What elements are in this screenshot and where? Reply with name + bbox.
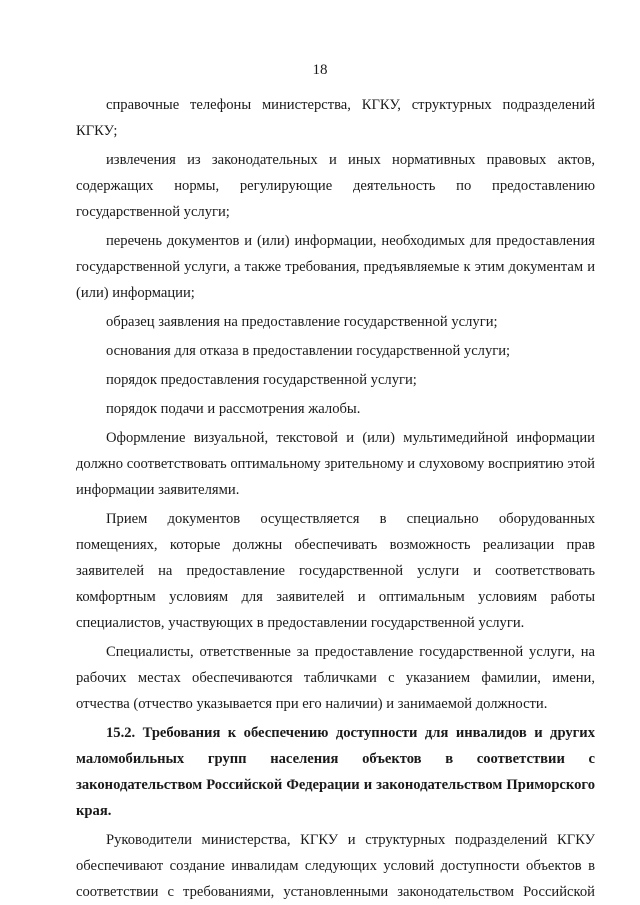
paragraph-specialists: Специалисты, ответственные за предоставление государственной услуги, на рабочих местах обеспечиваются табличками с указанием фамилии, имени, отчества (отчество указывается при его наличии) и занимаемой должности.: [76, 644, 595, 712]
paragraph-reception: Прием документов осуществляется в специально оборудованных помещениях, которые должны обеспечивать возможность реализации прав заявителей на предоставление государственной услуги и соответствовать комфортным условиям для заявителей и оптимальным условиям работы специалистов, участвующих в предоставлении государственной услуги.: [76, 511, 595, 631]
list-item: извлечения из законодательных и иных нормативных правовых актов, содержащих нормы, регулирующие деятельность по предоставлению государственной услуги;: [76, 152, 595, 220]
list-item: порядок предоставления государственной услуги;: [106, 372, 417, 388]
document-body: [76, 92, 595, 905]
paragraph-design: Оформление визуальной, текстовой и (или) мультимедийной информации должно соответствовать оптимальному зрительному и слуховому восприятию этой информации заявителями.: [76, 430, 595, 498]
list-item: перечень документов и (или) информации, необходимых для предоставления государственной услуги, а также требования, предъявляемые к этим документам и (или) информации;: [76, 233, 595, 301]
page-number: 18: [312, 62, 328, 78]
list-item: справочные телефоны министерства, КГКУ, структурных подразделений КГКУ;: [76, 97, 595, 139]
paragraph-leaders: Руководители министерства, КГКУ и структурных подразделений КГКУ обеспечивают создание инвалидам следующих условий доступности объектов в соответствии с требованиями, установленными законодательством Российской: [76, 832, 595, 900]
list-item: порядок подачи и рассмотрения жалобы.: [106, 401, 361, 417]
section-heading: 15.2. Требования к обеспечению доступности для инвалидов и других маломобильных групп населения объектов в соответствии с законодательством Российской Федерации и законодательством Приморского края.: [76, 725, 595, 819]
list-item: образец заявления на предоставление государственной услуги;: [106, 314, 498, 330]
list-item: основания для отказа в предоставлении государственной услуги;: [106, 343, 511, 359]
